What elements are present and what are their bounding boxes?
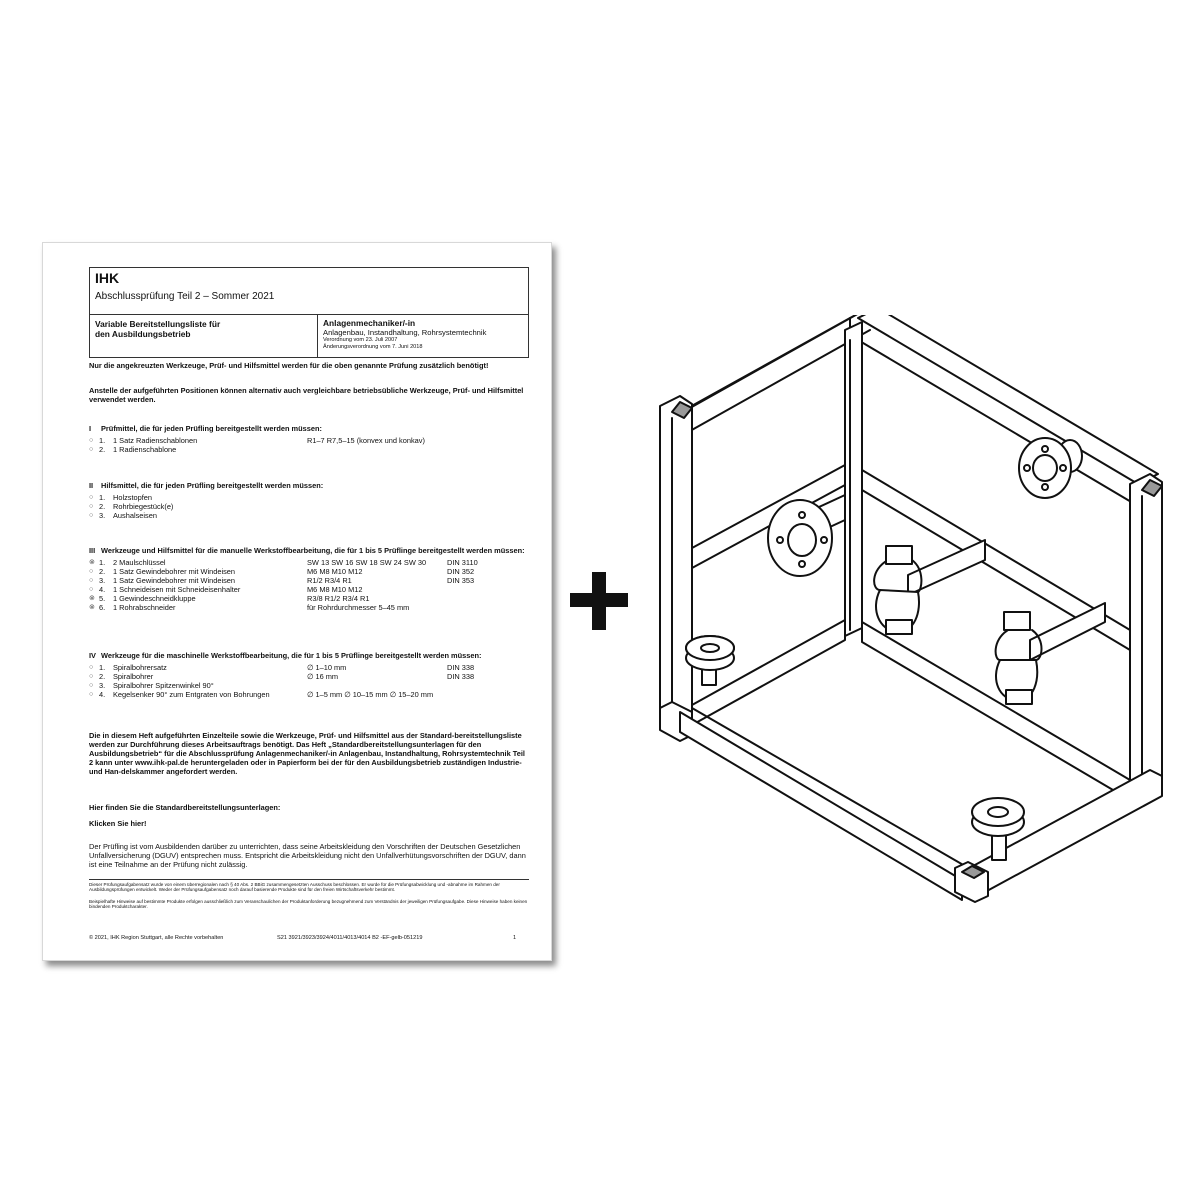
- section-title-text: Prüfmittel, die für jeden Prüfling bereitgestellt werden müssen:: [101, 424, 322, 433]
- checkbox[interactable]: ○: [89, 503, 94, 510]
- occupation: Anlagenmechaniker/-in: [323, 318, 416, 328]
- item-spec: ∅ 16 mm: [307, 672, 339, 681]
- checkbox[interactable]: ⊗: [89, 604, 95, 611]
- brand: IHK: [95, 270, 120, 286]
- item-text: Rohrbiegestück(e): [113, 502, 174, 511]
- item-text: Spiralbohrer Spitzenwinkel 90°: [113, 681, 214, 690]
- section-numeral: I: [89, 424, 92, 433]
- list-item: [89, 594, 529, 603]
- copyright: © 2021, IHK Region Stuttgart, alle Rechte vorbehalten: [89, 935, 224, 941]
- item-number: 3.: [99, 576, 106, 585]
- item-text: Spiralbohrer: [113, 672, 154, 681]
- document-header: [89, 267, 529, 358]
- item-spec: R1/2 R3/4 R1: [307, 576, 352, 585]
- checkbox[interactable]: ○: [89, 586, 94, 593]
- document-footer: [89, 935, 529, 941]
- document-page: [42, 242, 552, 961]
- item-text: 1 Gewindeschneidkluppe: [113, 594, 196, 603]
- section-title: [89, 424, 529, 433]
- checkbox[interactable]: ○: [89, 494, 94, 501]
- intro-text-2: Anstelle der aufgeführten Positionen können alternativ auch vergleichbare betriebsübliche Werkzeuge, Prüf- und Hilfsmittel verwendet werden.: [89, 386, 524, 404]
- item-text: 1 Satz Gewindebohrer mit Windeisen: [113, 576, 236, 585]
- checkbox[interactable]: ○: [89, 691, 94, 698]
- item-number: 4.: [99, 585, 106, 594]
- intro-text-1: Nur die angekreuzten Werkzeuge, Prüf- und Hilfsmittel werden für die oben genannte Prüfung zusätzlich benötigt!: [89, 361, 489, 370]
- section-i: [89, 424, 529, 454]
- checkbox[interactable]: ○: [89, 437, 94, 444]
- list-item: [89, 663, 529, 672]
- standard-documents-link[interactable]: Klicken Sie hier!: [89, 819, 147, 828]
- section-title: [89, 651, 529, 660]
- item-number: 1.: [99, 663, 106, 672]
- checkbox[interactable]: ⊗: [89, 559, 95, 566]
- list-item: [89, 690, 529, 699]
- flange-top-right: [1019, 438, 1082, 498]
- item-number: 1.: [99, 493, 106, 502]
- checkbox[interactable]: ○: [89, 446, 94, 453]
- pipe-clamp-right: [996, 603, 1105, 704]
- list-item: [89, 502, 529, 511]
- steel-frame-with-flanges-and-pipe-clamps-icon: [650, 315, 1165, 905]
- item-text: 1 Rohrabschneider: [113, 603, 176, 612]
- item-text: Spiralbohrersatz: [113, 663, 167, 672]
- occupation-block: [318, 315, 528, 357]
- exam-subtitle: Abschlussprüfung Teil 2 – Sommer 2021: [95, 291, 275, 302]
- section-iii: [89, 546, 529, 612]
- list-item: [89, 445, 529, 454]
- checkbox[interactable]: ○: [89, 568, 94, 575]
- plus-icon: [570, 572, 628, 630]
- item-number: 1.: [99, 558, 106, 567]
- section-ii: [89, 481, 529, 520]
- item-number: 6.: [99, 603, 106, 612]
- list-item: [89, 436, 529, 445]
- item-text: 2 Maulschlüssel: [113, 558, 166, 567]
- item-number: 2.: [99, 672, 106, 681]
- item-standard: DIN 3110: [447, 558, 478, 567]
- item-number: 4.: [99, 690, 106, 699]
- checkbox[interactable]: ○: [89, 512, 94, 519]
- item-spec: SW 13 SW 16 SW 18 SW 24 SW 30: [307, 558, 427, 567]
- item-spec: ∅ 1–10 mm: [307, 663, 347, 672]
- divider: [89, 879, 529, 880]
- checkbox[interactable]: ○: [89, 664, 94, 671]
- checkbox[interactable]: ○: [89, 682, 94, 689]
- item-standard: DIN 353: [447, 576, 475, 585]
- section-numeral: II: [89, 481, 94, 490]
- item-spec: für Rohrdurchmesser 5–45 mm: [307, 603, 410, 612]
- item-spec: M6 M8 M10 M12: [307, 585, 363, 594]
- checkbox[interactable]: ⊗: [89, 595, 95, 602]
- section-iv: [89, 651, 529, 699]
- item-text: Kegelsenker 90° zum Entgraten von Bohrungen: [113, 690, 270, 699]
- pipe-clamp-middle: [874, 540, 985, 634]
- section-numeral: III: [89, 546, 96, 555]
- item-spec: R3/8 R1/2 R3/4 R1: [307, 594, 370, 603]
- item-text: 1 Schneideisen mit Schneideisenhalter: [113, 585, 241, 594]
- item-text: 1 Satz Radienschablonen: [113, 436, 198, 445]
- item-spec: M6 M8 M10 M12: [307, 567, 363, 576]
- section-numeral: IV: [89, 651, 96, 660]
- item-standard: DIN 338: [447, 672, 475, 681]
- page-number: 1: [513, 935, 517, 941]
- regulation: Verordnung vom 23. Juli 2007: [323, 337, 398, 343]
- list-item: [89, 681, 529, 690]
- item-text: Aushalseisen: [113, 511, 157, 520]
- list-item: [89, 558, 529, 567]
- item-number: 3.: [99, 511, 106, 520]
- item-number: 5.: [99, 594, 106, 603]
- checkbox[interactable]: ○: [89, 673, 94, 680]
- item-number: 2.: [99, 445, 106, 454]
- item-spec: R1–7 R7,5–15 (konvex und konkav): [307, 436, 425, 445]
- list-item: [89, 603, 529, 612]
- list-item: [89, 672, 529, 681]
- clothing-note: Der Prüfling ist vom Ausbildenden darüber zu unterrichten, dass seine Arbeitskleidung den Vorschriften der Deutschen Gesetzlichen Unfallversicherung (DGUV) entsprechen muss. Entspricht die Arbeitskleidung nicht den Unfallverhütungsvorschriften der DGUV, dann ist eine Teilnahme an der Prüfung nicht zulässig.: [89, 842, 526, 869]
- link-intro: Hier finden Sie die Standardbereitstellungsunterlagen:: [89, 803, 281, 812]
- section-title: [89, 481, 529, 490]
- list-title: [90, 315, 318, 357]
- section-title-text: Hilfsmittel, die für jeden Prüfling bereitgestellt werden müssen:: [101, 481, 324, 490]
- item-spec: ∅ 1–5 mm ∅ 10–15 mm ∅ 15–20 mm: [307, 690, 434, 699]
- fine-print-1: Dieser Prüfungsaufgabensatz wurde von einem überregionalen nach § 40 Abs. 2 BBiG zusammengesetzten Ausschuss beschlossen. Er wurde für die Prüfungsabwicklung und -abnahme im Rahmen der Ausbildungsprüfungen entwickelt. Weder der Prüfungsaufgabensatz noch darauf basierende Produkte sind für den freien Wirtschaftsverkehr bestimmt.: [89, 882, 500, 893]
- item-standard: DIN 352: [447, 567, 475, 576]
- section-title: [89, 546, 529, 555]
- list-item: [89, 576, 529, 585]
- item-number: 2.: [99, 567, 106, 576]
- list-item: [89, 585, 529, 594]
- flange-bottom-left: [686, 636, 734, 685]
- item-text: Holzstopfen: [113, 493, 153, 502]
- info-text: Die in diesem Heft aufgeführten Einzelteile sowie die Werkzeuge, Prüf- und Hilfsmittel aus der Standard-bereitstellungsliste werden zur Durchführung dieses Arbeitsauftrags benötigt. Das Heft „Standardbereitstellungsunterlagen für den Ausbildungsbetrieb“ für die Abschlussprüfung Anlagenmechaniker/-in Anlagenbau, Instandhaltung, Rohrsystemtechnik Teil 2 kann unter www.ihk-pal.de heruntergeladen oder in Papierform bei der für den Ausbildungsbetrieb zuständigen Industrie- und Han-delskammer angefordert werden.: [89, 731, 525, 776]
- section-title-text: Werkzeuge und Hilfsmittel für die manuelle Werkstoffbearbeitung, die für 1 bis 5 Prüflinge bereitgestellt werden müssen:: [101, 546, 525, 555]
- item-number: 3.: [99, 681, 106, 690]
- item-number: 1.: [99, 436, 106, 445]
- document-code: S21 3921/3923/3924/4011/4013/4014 B2 -EF-gelb-051219: [277, 935, 423, 941]
- list-title-line-1: Variable Bereitstellungsliste für: [95, 319, 221, 329]
- list-item: [89, 511, 529, 520]
- list-item: [89, 493, 529, 502]
- section-title-text: Werkzeuge für die maschinelle Werkstoffbearbeitung, die für 1 bis 5 Prüflinge bereitgestellt werden müssen:: [101, 651, 482, 660]
- list-item: [89, 567, 529, 576]
- item-number: 2.: [99, 502, 106, 511]
- item-standard: DIN 338: [447, 663, 475, 672]
- list-title-line-2: den Ausbildungsbetrieb: [95, 329, 191, 339]
- checkbox[interactable]: ○: [89, 577, 94, 584]
- amendment: Änderungsverordnung vom 7. Juni 2018: [323, 344, 423, 350]
- item-text: 1 Satz Gewindebohrer mit Windeisen: [113, 567, 236, 576]
- item-text: 1 Radienschablone: [113, 445, 177, 454]
- specialization: Anlagenbau, Instandhaltung, Rohrsystemtechnik: [323, 328, 487, 337]
- fine-print-2: Beispielhafte Hinweise auf bestimmte Produkte erfolgen ausschließlich zum Veranschaulichen der Produktanforderung bezugnehmend zum Verständnis der jeweiligen Prüfungsaufgabe. Diese Hinweise haben keinen bindenden Produktcharakter.: [89, 899, 528, 910]
